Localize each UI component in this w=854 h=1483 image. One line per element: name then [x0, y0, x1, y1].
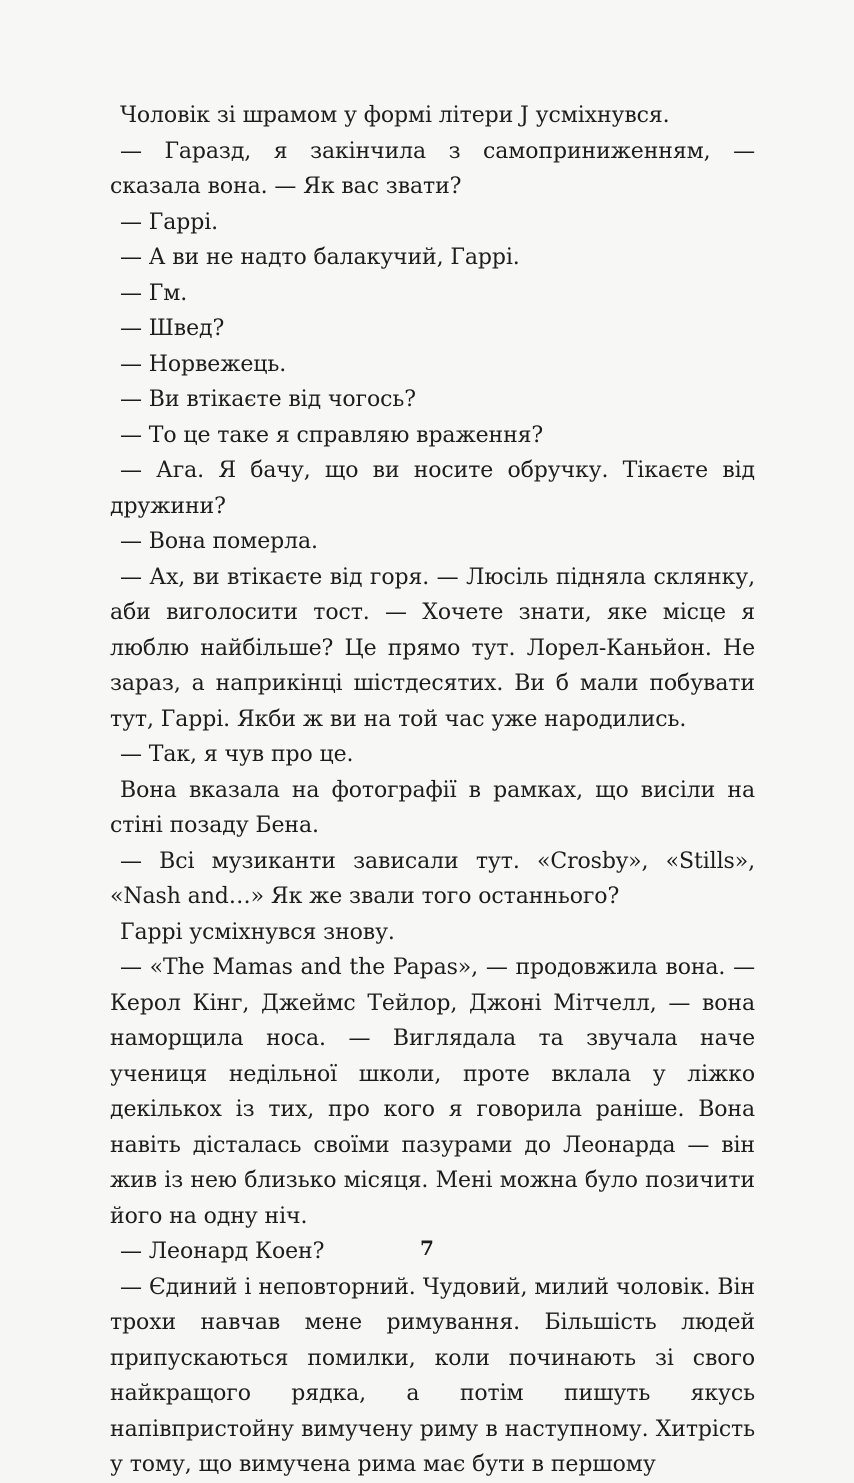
- paragraph: — Ви втікаєте від чогось?: [120, 387, 416, 412]
- paragraph: — Ах, ви втікаєте від горя. — Люсіль підняла склянку, аби виголосити тост. — Хочете знати, яке місце я люблю найбільше? Це прямо тут. Лорел-Каньйон. Не зараз, а наприкінці шістдесятих. Ви б мали побувати тут, Гаррі. Якби ж ви на той час уже народились.: [110, 564, 755, 732]
- paragraph: — Гм.: [120, 280, 188, 306]
- paragraph: — Так, я чув про це.: [120, 742, 354, 767]
- paragraph: Чоловік зі шрамом у формі літери J усміхнувся.: [120, 103, 670, 128]
- paragraph: — Єдиний і неповторний. Чудовий, милий чоловік. Він трохи навчав мене римування. Більшість людей припускаються помилки, коли починають зі свого найкращого рядка, а потім пишуть якусь напівпристойну вимучену риму в наступному. Хитрість у тому, що вимучена рима має бути в першому: [110, 1274, 755, 1477]
- paragraph: — Гаразд, я закінчила з самоприниженням, — сказала вона. — Як вас звати?: [110, 138, 755, 199]
- paragraph: Гаррі усміхнувся знову.: [120, 919, 395, 945]
- paragraph: — Леонард Коен?: [120, 1239, 325, 1264]
- paragraph: — Норвежець.: [120, 351, 287, 377]
- paragraph: — Всі музиканти зависали тут. «Crosby», «Stills», «Nash and…» Як же звали того останнього?: [110, 848, 755, 909]
- paragraph: Вона вказала на фотографії в рамках, що висіли на стіні позаду Бена.: [110, 777, 755, 838]
- paragraph: — «The Mamas and the Papas», — продовжила вона. — Керол Кінг, Джеймс Тейлор, Джоні Мітчелл, — вона наморщила носа. — Виглядала та звучала наче учениця недільної школи, проте вклала у ліжко декількох із тих, про кого я говорила раніше. Вона навіть дісталась своїми пазурами до Леонарда — він жив із нею близько місяця. Мені можна було позичити його на одну ніч.: [110, 955, 755, 1229]
- body-text: [110, 98, 755, 1483]
- paragraph: — Гаррі.: [120, 209, 219, 235]
- paragraph: — То це таке я справляю враження?: [120, 422, 544, 448]
- paragraph: — А ви не надто балакучий, Гаррі.: [120, 245, 520, 270]
- paragraph: — Вона померла.: [120, 529, 318, 554]
- page-number: 7: [420, 1236, 434, 1260]
- paragraph: — Ага. Я бачу, що ви носите обручку. Тікаєте від дружини?: [110, 458, 755, 519]
- paragraph: — Швед?: [120, 316, 225, 341]
